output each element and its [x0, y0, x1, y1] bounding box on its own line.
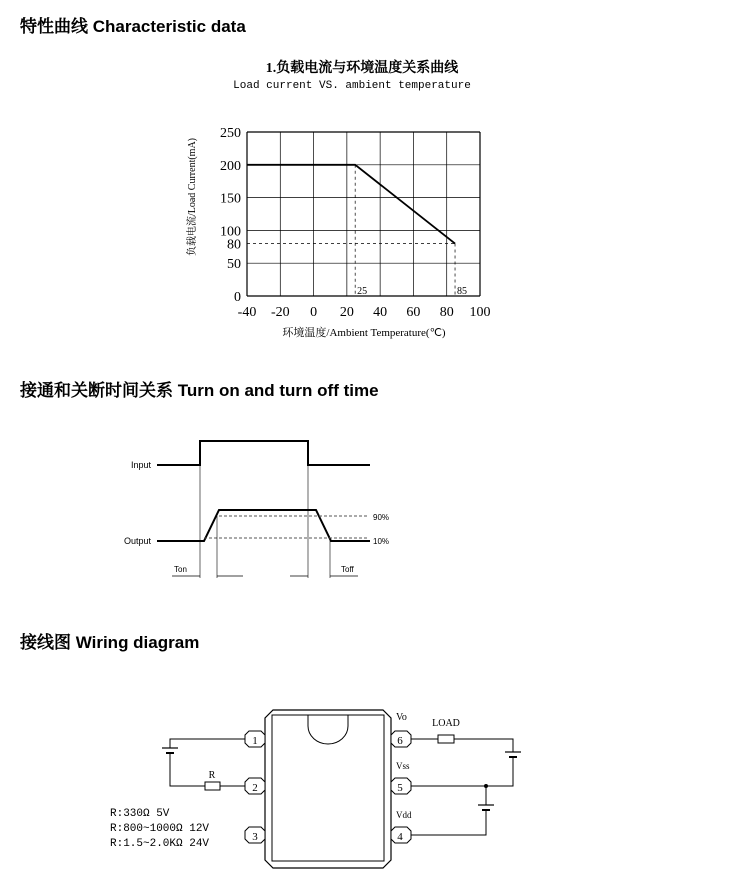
level-90-label: 90% — [373, 513, 390, 522]
resistor-note-12v: R:800~1000Ω 12V — [110, 823, 210, 835]
output-label: Output — [123, 536, 151, 546]
pin-4-label: 4 — [397, 831, 403, 843]
y-tick-label: 50 — [227, 257, 241, 273]
y-tick-label: 80 — [227, 237, 241, 253]
wire-battery-pin4 — [411, 810, 486, 835]
load-current-vs-temperature-chart — [0, 0, 750, 360]
series-line — [247, 165, 455, 244]
heading-wiring-diagram: 接线图 Wiring diagram — [20, 633, 200, 652]
pin-2-label: 2 — [252, 782, 258, 794]
resistor-note-5v: R:330Ω 5V — [110, 808, 170, 820]
y-tick-label: 100 — [220, 224, 241, 240]
chart-title: 1.负载电流与环境温度关系曲线 — [265, 61, 459, 76]
heading-turn-on-off-time: 接通和关断时间关系 Turn on and turn off time — [20, 381, 379, 400]
resistor-label: R — [208, 770, 216, 781]
chart-subtitle: Load current VS. ambient temperature — [233, 80, 471, 92]
y-tick-label: 250 — [220, 126, 241, 141]
level-10-label: 10% — [373, 537, 390, 546]
turn-on-off-timing-diagram — [0, 420, 750, 620]
vss-label: Vss — [396, 761, 410, 771]
heading-characteristic-data: 特性曲线 Characteristic data — [20, 17, 246, 36]
ic-package-inner — [272, 715, 384, 861]
wire-battery-resistor — [170, 753, 205, 786]
ton-label: Ton — [174, 565, 187, 574]
x-tick-label: -20 — [270, 305, 290, 320]
y-tick-label: 200 — [220, 158, 241, 174]
vdd-label: Vdd — [396, 810, 412, 820]
vo-label: Vo — [396, 712, 407, 723]
x-tick-label: 60 — [406, 305, 421, 320]
wire-battery-pin5 — [411, 757, 513, 786]
y-tick-label: 0 — [234, 290, 241, 305]
junction-node — [484, 784, 488, 788]
x-tick-label: -40 — [237, 305, 257, 320]
pin-6-label: 6 — [397, 735, 403, 747]
x-tick-label: 0 — [310, 305, 318, 320]
annotation-label: 85 — [457, 286, 468, 297]
input-resistor — [205, 782, 220, 790]
x-tick-label: 80 — [439, 305, 454, 320]
chart-x-axis-label: 环境温度/Ambient Temperature(℃) — [282, 327, 446, 339]
input-label: Input — [130, 460, 151, 470]
x-tick-label: 100 — [469, 305, 491, 320]
pin-3-label: 3 — [252, 831, 258, 843]
wire-load-battery — [454, 739, 513, 752]
ic-notch — [308, 715, 348, 744]
wiring-diagram — [0, 690, 750, 890]
wire-pin1-battery — [170, 739, 245, 748]
chart-grid — [247, 132, 480, 296]
input-waveform — [157, 441, 370, 465]
load-resistor — [438, 735, 454, 743]
ic-package-outer — [265, 710, 391, 868]
output-waveform — [157, 510, 370, 541]
load-label: LOAD — [432, 718, 460, 729]
chart-series — [247, 165, 455, 244]
pin-5-label: 5 — [397, 782, 403, 794]
y-tick-label: 150 — [220, 191, 241, 207]
toff-label: Toff — [341, 565, 354, 574]
x-tick-label: 40 — [373, 305, 388, 320]
pin-1-label: 1 — [252, 735, 258, 747]
resistor-note-24v: R:1.5~2.0KΩ 24V — [110, 838, 210, 850]
chart-y-axis-label: 负载电流/Load Current(mA) — [187, 137, 198, 257]
annotation-label: 25 — [357, 286, 368, 297]
x-tick-label: 20 — [339, 305, 354, 320]
